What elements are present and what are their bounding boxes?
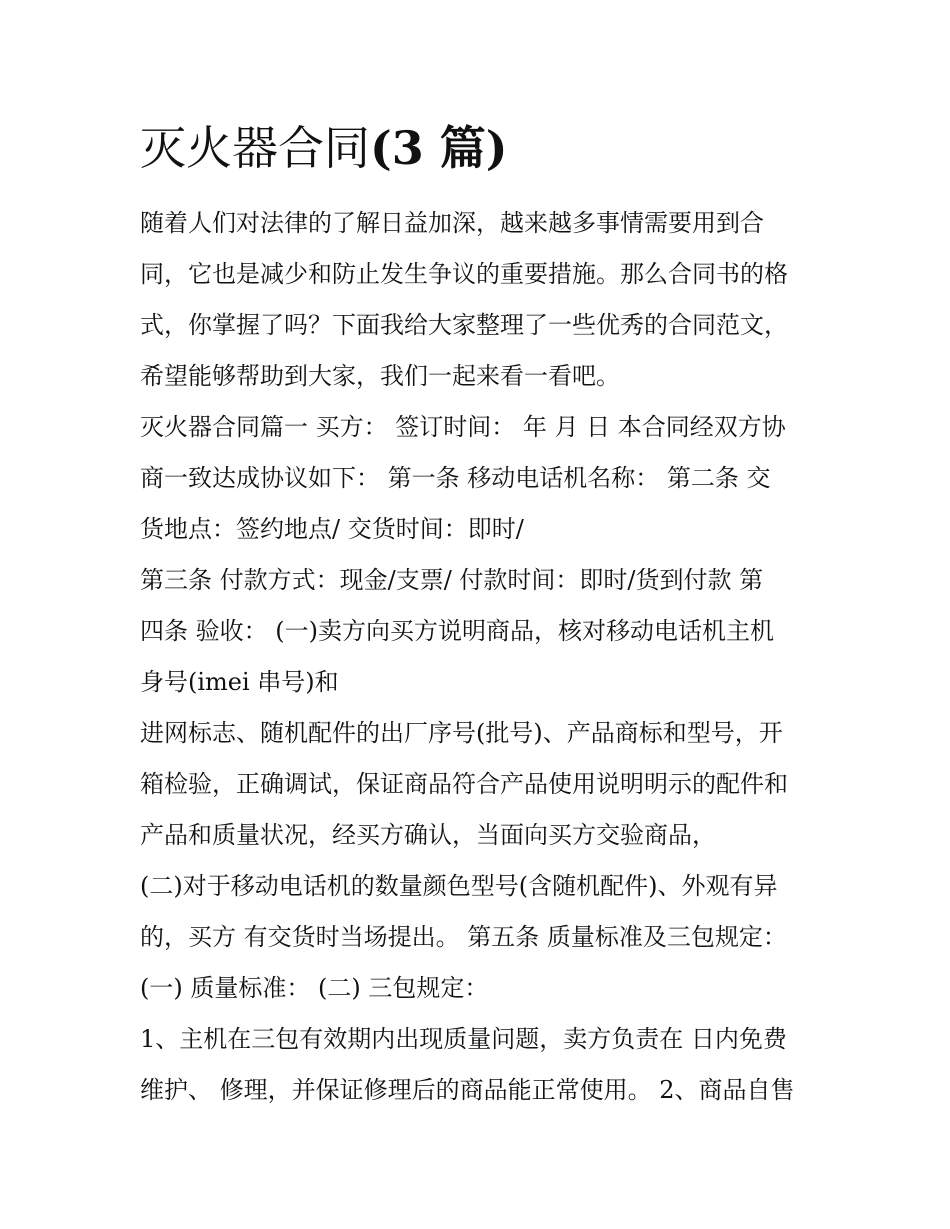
- body-line: 产品和质量状况，经买方确认，当面向买方交验商品，: [140, 821, 716, 849]
- document-title-count: (3 篇): [370, 121, 508, 175]
- body-line: (二)对于移动电话机的数量颜色型号(含随机配件)、外观有异: [140, 872, 778, 900]
- body-line: 的，买方 有交货时当场提出。 第五条 质量标准及三包规定：: [140, 923, 787, 951]
- body-line: 箱检验，正确调试，保证商品符合产品使用说明明示的配件和: [140, 770, 788, 798]
- body-line: 身号(imei 串号)和: [140, 668, 339, 696]
- body-line: 同，它也是减少和防止发生争议的重要措施。那么合同书的格: [140, 260, 788, 288]
- body-line: 货地点：签约地点/ 交货时间：即时/: [140, 515, 524, 543]
- document-title-main: 灭火器合同: [140, 121, 370, 175]
- document-body: [140, 198, 820, 1116]
- body-line: 商一致达成协议如下： 第一条 移动电话机名称： 第二条 交: [140, 464, 771, 492]
- body-line: 四条 验收： (一)卖方向买方说明商品，核对移动电话机主机: [140, 617, 774, 645]
- body-line: 希望能够帮助到大家，我们一起来看一看吧。: [140, 362, 620, 390]
- body-line: 随着人们对法律的了解日益加深，越来越多事情需要用到合: [140, 209, 764, 237]
- body-line: 灭火器合同篇一 买方： 签订时间： 年 月 日 本合同经双方协: [140, 413, 786, 441]
- body-line: 式，你掌握了吗？下面我给大家整理了一些优秀的合同范文，: [140, 311, 788, 339]
- document-title: [140, 118, 508, 178]
- body-line: 1、主机在三包有效期内出现质量问题，卖方负责在 日内免费: [140, 1025, 787, 1053]
- body-line: (一) 质量标准： (二) 三包规定：: [140, 974, 489, 1002]
- body-line: 进网标志、随机配件的出厂序号(批号)、产品商标和型号，开: [140, 719, 783, 747]
- body-line: 第三条 付款方式：现金/支票/ 付款时间：即时/货到付款 第: [140, 566, 764, 594]
- body-line: 维护、 修理，并保证修理后的商品能正常使用。 2、商品自售: [140, 1076, 795, 1104]
